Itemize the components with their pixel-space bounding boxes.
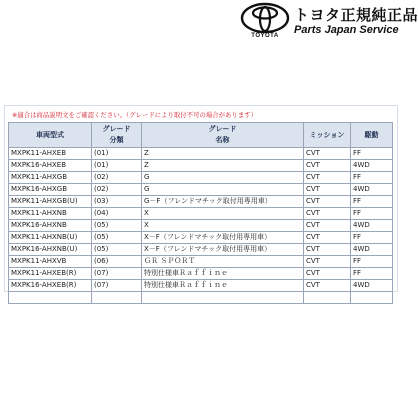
cell-name: Z	[142, 160, 304, 172]
cell-drive: FF	[351, 256, 393, 268]
cell-mission: CVT	[304, 208, 351, 220]
cell-drive: FF	[351, 148, 393, 160]
table-row	[9, 220, 393, 232]
fitment-table	[8, 122, 393, 304]
cell-drive: 4WD	[351, 280, 393, 292]
cell-name: G	[142, 184, 304, 196]
cell-class: (02)	[92, 184, 142, 196]
table-row	[9, 280, 393, 292]
cell-mission: CVT	[304, 244, 351, 256]
cell-model: MXPK11-AHXEB	[9, 148, 92, 160]
table-row	[9, 172, 393, 184]
cell-mission: CVT	[304, 220, 351, 232]
cell-model: MXPK11-AHXNB	[9, 208, 92, 220]
cell-class: (06)	[92, 256, 142, 268]
header-transmission: ミッション	[304, 123, 351, 148]
cell-name: ＧＲ ＳＰＯＲＴ	[142, 256, 304, 268]
site-header	[0, 0, 418, 44]
cell-model: MXPK16-AHXGB	[9, 184, 92, 196]
cell-class: (05)	[92, 244, 142, 256]
table-row	[9, 208, 393, 220]
cell-name: X－F（フレンドマチック取付用専用車）	[142, 232, 304, 244]
cell-model: MXPK11-AHXGB	[9, 172, 92, 184]
brand-subtitle: Parts Japan Service	[294, 24, 399, 36]
cell-empty	[92, 292, 142, 304]
cell-class: (03)	[92, 196, 142, 208]
cell-model: MXPK11-AHXGB(U)	[9, 196, 92, 208]
cell-mission: CVT	[304, 160, 351, 172]
header-model: 車両型式	[9, 123, 92, 148]
header-grade-name: グレード 名称	[142, 123, 304, 148]
cell-mission: CVT	[304, 148, 351, 160]
cell-mission: CVT	[304, 172, 351, 184]
cell-name: Z	[142, 148, 304, 160]
cell-drive: 4WD	[351, 160, 393, 172]
logo-wordmark: TOYOTA	[251, 33, 279, 39]
cell-mission: CVT	[304, 232, 351, 244]
cell-model: MXPK11-AHXNB(U)	[9, 232, 92, 244]
table-row-empty	[9, 292, 393, 304]
cell-drive: 4WD	[351, 220, 393, 232]
table-header-row	[9, 123, 393, 148]
cell-class: (05)	[92, 220, 142, 232]
table-row	[9, 160, 393, 172]
table-row	[9, 244, 393, 256]
header-drive: 駆動	[351, 123, 393, 148]
cell-drive: 4WD	[351, 184, 393, 196]
cell-model: MXPK16-AHXEB	[9, 160, 92, 172]
cell-empty	[9, 292, 92, 304]
cell-name: X	[142, 220, 304, 232]
table-row	[9, 184, 393, 196]
cell-model: MXPK16-AHXNB	[9, 220, 92, 232]
cell-class: (02)	[92, 172, 142, 184]
cell-name: X	[142, 208, 304, 220]
cell-model: MXPK16-AHXNB(U)	[9, 244, 92, 256]
fitment-table-wrap	[8, 122, 392, 304]
cell-empty	[351, 292, 393, 304]
cell-drive: 4WD	[351, 244, 393, 256]
cell-class: (01)	[92, 148, 142, 160]
cell-name: G－F（フレンドマチック取付用専用車）	[142, 196, 304, 208]
table-row	[9, 268, 393, 280]
cell-class: (04)	[92, 208, 142, 220]
table-row	[9, 148, 393, 160]
cell-empty	[142, 292, 304, 304]
table-row	[9, 256, 393, 268]
cell-mission: CVT	[304, 280, 351, 292]
cell-class: (01)	[92, 160, 142, 172]
fitment-note: ※適合は商品説明文をご確認ください。（グレードにより取付不可の場合があります）	[12, 111, 257, 119]
cell-name: 特別仕様車Ｒａｆｆｉｎｅ	[142, 268, 304, 280]
table-row	[9, 196, 393, 208]
cell-name: 特別仕様車Ｒａｆｆｉｎｅ	[142, 280, 304, 292]
brand-title: トヨタ正規純正品	[294, 6, 418, 24]
cell-class: (05)	[92, 232, 142, 244]
cell-mission: CVT	[304, 268, 351, 280]
cell-drive: FF	[351, 208, 393, 220]
cell-class: (07)	[92, 268, 142, 280]
cell-mission: CVT	[304, 184, 351, 196]
cell-name: G	[142, 172, 304, 184]
cell-drive: FF	[351, 172, 393, 184]
cell-mission: CVT	[304, 256, 351, 268]
cell-drive: FF	[351, 268, 393, 280]
table-row	[9, 232, 393, 244]
cell-drive: FF	[351, 196, 393, 208]
cell-model: MXPK11-AHXEB(R)	[9, 268, 92, 280]
cell-model: MXPK11-AHXVB	[9, 256, 92, 268]
cell-empty	[304, 292, 351, 304]
cell-class: (07)	[92, 280, 142, 292]
cell-drive: FF	[351, 232, 393, 244]
cell-model: MXPK16-AHXEB(R)	[9, 280, 92, 292]
cell-mission: CVT	[304, 196, 351, 208]
cell-name: X－F（フレンドマチック取付用専用車）	[142, 244, 304, 256]
header-grade-class: グレード 分類	[92, 123, 142, 148]
